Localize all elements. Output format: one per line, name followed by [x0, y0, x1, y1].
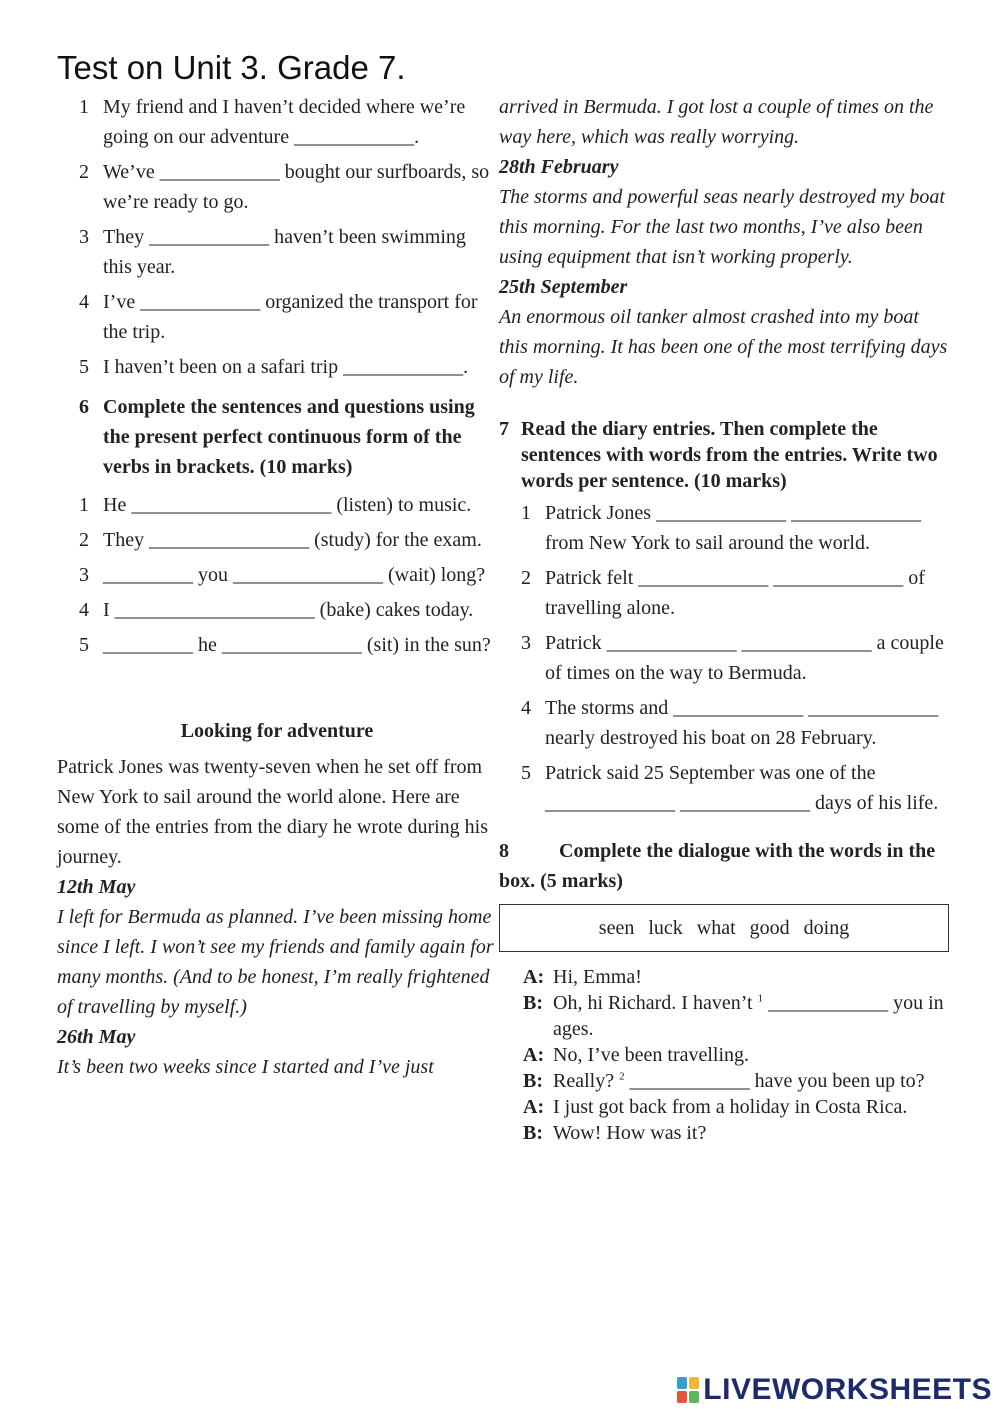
item-number: 3 — [79, 564, 89, 586]
section6-instruction: Complete the sentences and questions using the present perfect continuous form of the verbs in brackets. (10 marks) — [103, 396, 475, 478]
dialogue-text — [553, 1094, 949, 1120]
section8-number: 8 — [499, 840, 509, 862]
speaker-label: A: — [523, 1096, 545, 1118]
speaker-label: B: — [523, 1122, 543, 1144]
entry-date: 12th May — [57, 876, 136, 898]
box-word: doing — [803, 917, 850, 939]
entry-date: 28th February — [499, 156, 619, 178]
entry-text: An enormous oil tanker almost crashed into my boat this morning. It has been one of the most terrifying days of my life. — [499, 306, 948, 388]
question-item — [499, 563, 949, 623]
right-column — [499, 92, 949, 1146]
item-number: 2 — [521, 567, 531, 589]
dialogue-text — [553, 1120, 949, 1146]
reading-intro: Patrick Jones was twenty-seven when he set off from New York to sail around the world alone. Here are some of the entries from the diary he wrote during his journey. — [57, 756, 488, 868]
dialogue-text-start: Wow! How was it? — [553, 1122, 707, 1144]
item-number: 3 — [79, 226, 89, 248]
item-number: 4 — [79, 599, 89, 621]
gap-number: 2 — [619, 1070, 625, 1083]
speaker-label: A: — [523, 1044, 545, 1066]
item-number: 1 — [521, 502, 531, 524]
dialogue-text-end: ____________ have you been up to? — [629, 1070, 925, 1092]
question-item — [57, 525, 497, 555]
item-text: My friend and I haven’t decided where we’re going on our adventure ____________. — [103, 96, 466, 148]
box-word: luck — [648, 917, 683, 939]
item-number: 2 — [79, 529, 89, 551]
question-item — [499, 758, 949, 818]
item-text: He ____________________ (listen) to music. — [103, 494, 472, 516]
item-number: 5 — [521, 762, 531, 784]
dialogue-line — [523, 1042, 949, 1068]
section7-number: 7 — [499, 418, 509, 440]
item-text: Patrick _____________ _____________ a couple of times on the way to Bermuda. — [545, 632, 944, 684]
part1-list — [57, 92, 497, 382]
speaker-label: B: — [523, 992, 543, 1014]
item-number: 5 — [79, 356, 89, 378]
dialogue-text — [553, 1042, 949, 1068]
entry-text: I left for Bermuda as planned. I’ve been missing home since I left. I won’t see my friends and family again for many months. (And to be honest, I’m really frightened of travelling by myself.) — [57, 906, 494, 1018]
item-text: _________ he ______________ (sit) in the sun? — [103, 634, 491, 656]
left-column — [57, 92, 497, 1082]
dialogue-text-start: Really? — [553, 1070, 615, 1092]
section8-instruction: Complete the dialogue with the words in the box. (5 marks) — [499, 840, 936, 892]
dialogue-text-end: ____________ you in ages. — [553, 992, 944, 1040]
question-item — [57, 595, 497, 625]
question-item — [57, 157, 497, 217]
question-item — [57, 287, 497, 347]
box-word: good — [749, 917, 790, 939]
section7-instruction: Read the diary entries. Then complete the sentences with words from the entries. Write two words per sentence. (10 marks) — [521, 418, 938, 492]
dialogue-text — [553, 964, 949, 990]
section7-list — [499, 498, 949, 818]
entry-text: The storms and powerful seas nearly destroyed my boat this morning. For the last two months, I’ve also been using equipment that isn’t working properly. — [499, 186, 945, 268]
section6-list — [57, 490, 497, 660]
item-text: We’ve ____________ bought our surfboards, so we’re ready to go. — [103, 161, 490, 213]
item-number: 5 — [79, 634, 89, 656]
dialogue-text-start: Oh, hi Richard. I haven’t — [553, 992, 753, 1014]
dialogue-line — [523, 1120, 949, 1146]
dialogue-text-start: No, I’ve been travelling. — [553, 1044, 750, 1066]
section8-header — [499, 836, 949, 896]
liveworksheets-icon — [677, 1377, 699, 1403]
question-item — [57, 630, 497, 660]
question-item — [499, 693, 949, 753]
dialogue-line — [523, 990, 949, 1042]
section7-header — [499, 416, 949, 494]
dialogue-line — [523, 964, 949, 990]
dialogue-text — [553, 990, 949, 1042]
item-text: They ________________ (study) for the exam. — [103, 529, 482, 551]
question-item — [57, 222, 497, 282]
gap-number: 1 — [757, 992, 764, 1005]
item-number: 1 — [79, 96, 89, 118]
item-text: I’ve ____________ organized the transport for the trip. — [103, 291, 478, 343]
question-item — [499, 628, 949, 688]
section6-number: 6 — [79, 396, 89, 418]
item-text: I haven’t been on a safari trip ____________. — [103, 356, 469, 378]
item-text: They ____________ haven’t been swimming this year. — [103, 226, 466, 278]
item-text: Patrick Jones _____________ _____________ from New York to sail around the world. — [545, 502, 922, 554]
question-item — [57, 92, 497, 152]
question-item — [57, 352, 497, 382]
entry-text-continued: arrived in Bermuda. I got lost a couple of times on the way here, which was really worrying. — [499, 96, 934, 148]
item-text: Patrick felt _____________ _____________ of travelling alone. — [545, 567, 925, 619]
page-title: Test on Unit 3. Grade 7. — [57, 49, 406, 86]
logo-text: LIVEWORKSHEETS — [703, 1373, 992, 1406]
section6-header — [57, 392, 497, 482]
item-text: _________ you _______________ (wait) long? — [103, 564, 486, 586]
entry-date: 25th September — [499, 276, 628, 298]
entry-text: It’s been two weeks since I started and I’ve just — [57, 1056, 434, 1078]
item-number: 2 — [79, 161, 89, 183]
speaker-label: B: — [523, 1070, 543, 1092]
question-item — [57, 560, 497, 590]
item-number: 4 — [79, 291, 89, 313]
dialogue-text-start: I just got back from a holiday in Costa Rica. — [553, 1096, 908, 1118]
reading-heading: Looking for adventure — [180, 720, 374, 742]
item-text: Patrick said 25 September was one of the _____________ _____________ days of his life. — [545, 762, 939, 814]
word-box — [499, 904, 949, 952]
item-text: The storms and _____________ _____________ nearly destroyed his boat on 28 February. — [545, 697, 939, 749]
liveworksheets-logo[interactable] — [677, 1373, 992, 1407]
box-word: seen — [598, 917, 635, 939]
dialogue — [499, 964, 949, 1146]
item-number: 3 — [521, 632, 531, 654]
dialogue-text-start: Hi, Emma! — [553, 966, 642, 988]
box-word: what — [696, 917, 736, 939]
speaker-label: A: — [523, 966, 545, 988]
dialogue-text — [553, 1068, 949, 1094]
question-item — [57, 490, 497, 520]
entry-date: 26th May — [57, 1026, 136, 1048]
item-text: I ____________________ (bake) cakes today. — [103, 599, 474, 621]
item-number: 4 — [521, 697, 531, 719]
question-item — [499, 498, 949, 558]
dialogue-line — [523, 1068, 949, 1094]
dialogue-line — [523, 1094, 949, 1120]
item-number: 1 — [79, 494, 89, 516]
